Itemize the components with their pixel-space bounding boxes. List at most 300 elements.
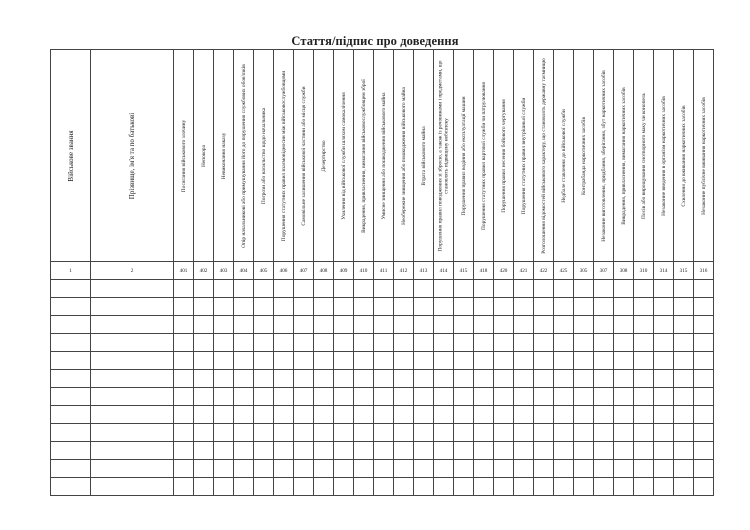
table-cell[interactable] bbox=[694, 442, 714, 460]
table-cell[interactable] bbox=[274, 298, 294, 316]
table-cell[interactable] bbox=[354, 478, 374, 496]
table-cell[interactable] bbox=[174, 460, 194, 478]
table-cell[interactable] bbox=[91, 280, 174, 298]
table-cell[interactable] bbox=[694, 406, 714, 424]
table-cell[interactable] bbox=[694, 298, 714, 316]
table-cell[interactable] bbox=[91, 442, 174, 460]
table-cell[interactable] bbox=[494, 442, 514, 460]
table-cell[interactable] bbox=[454, 370, 474, 388]
table-cell[interactable] bbox=[454, 460, 474, 478]
table-cell[interactable] bbox=[674, 316, 694, 334]
table-cell[interactable] bbox=[214, 442, 234, 460]
table-cell[interactable] bbox=[294, 478, 314, 496]
table-cell[interactable] bbox=[514, 478, 534, 496]
table-cell[interactable] bbox=[91, 352, 174, 370]
table-cell[interactable] bbox=[454, 442, 474, 460]
table-cell[interactable] bbox=[274, 460, 294, 478]
table-cell[interactable] bbox=[534, 298, 554, 316]
table-cell[interactable] bbox=[454, 298, 474, 316]
table-cell[interactable] bbox=[694, 370, 714, 388]
table-cell[interactable] bbox=[494, 352, 514, 370]
table-cell[interactable] bbox=[354, 442, 374, 460]
table-cell[interactable] bbox=[574, 316, 594, 334]
table-cell[interactable] bbox=[594, 406, 614, 424]
table-cell[interactable] bbox=[194, 352, 214, 370]
table-cell[interactable] bbox=[254, 442, 274, 460]
table-cell[interactable] bbox=[254, 334, 274, 352]
table-cell[interactable] bbox=[474, 370, 494, 388]
table-cell[interactable] bbox=[434, 352, 454, 370]
table-cell[interactable] bbox=[194, 280, 214, 298]
table-cell[interactable] bbox=[454, 478, 474, 496]
table-cell[interactable] bbox=[474, 406, 494, 424]
table-cell[interactable] bbox=[214, 280, 234, 298]
table-cell[interactable] bbox=[674, 478, 694, 496]
table-cell[interactable] bbox=[674, 334, 694, 352]
table-cell[interactable] bbox=[254, 298, 274, 316]
table-cell[interactable] bbox=[594, 442, 614, 460]
table-cell[interactable] bbox=[674, 280, 694, 298]
table-cell[interactable] bbox=[274, 352, 294, 370]
table-cell[interactable] bbox=[51, 334, 91, 352]
table-cell[interactable] bbox=[314, 478, 334, 496]
table-cell[interactable] bbox=[554, 406, 574, 424]
table-cell[interactable] bbox=[574, 298, 594, 316]
table-cell[interactable] bbox=[334, 316, 354, 334]
table-cell[interactable] bbox=[614, 442, 634, 460]
table-cell[interactable] bbox=[514, 460, 534, 478]
table-cell[interactable] bbox=[654, 442, 674, 460]
table-cell[interactable] bbox=[534, 370, 554, 388]
table-cell[interactable] bbox=[394, 442, 414, 460]
table-cell[interactable] bbox=[594, 478, 614, 496]
table-cell[interactable] bbox=[214, 316, 234, 334]
table-cell[interactable] bbox=[274, 478, 294, 496]
table-cell[interactable] bbox=[554, 280, 574, 298]
table-cell[interactable] bbox=[494, 460, 514, 478]
table-cell[interactable] bbox=[634, 460, 654, 478]
table-cell[interactable] bbox=[594, 334, 614, 352]
table-cell[interactable] bbox=[554, 370, 574, 388]
table-cell[interactable] bbox=[334, 442, 354, 460]
table-cell[interactable] bbox=[374, 298, 394, 316]
table-cell[interactable] bbox=[574, 460, 594, 478]
table-cell[interactable] bbox=[614, 334, 634, 352]
table-cell[interactable] bbox=[514, 424, 534, 442]
table-cell[interactable] bbox=[614, 316, 634, 334]
table-cell[interactable] bbox=[574, 352, 594, 370]
table-cell[interactable] bbox=[494, 406, 514, 424]
table-cell[interactable] bbox=[594, 316, 614, 334]
table-cell[interactable] bbox=[414, 388, 434, 406]
table-cell[interactable] bbox=[51, 280, 91, 298]
table-cell[interactable] bbox=[254, 406, 274, 424]
table-cell[interactable] bbox=[234, 388, 254, 406]
table-cell[interactable] bbox=[554, 334, 574, 352]
table-cell[interactable] bbox=[634, 280, 654, 298]
table-cell[interactable] bbox=[374, 460, 394, 478]
table-cell[interactable] bbox=[554, 442, 574, 460]
table-cell[interactable] bbox=[274, 388, 294, 406]
table-cell[interactable] bbox=[294, 388, 314, 406]
table-cell[interactable] bbox=[354, 406, 374, 424]
table-cell[interactable] bbox=[674, 424, 694, 442]
table-cell[interactable] bbox=[234, 280, 254, 298]
table-cell[interactable] bbox=[394, 406, 414, 424]
table-cell[interactable] bbox=[394, 298, 414, 316]
table-cell[interactable] bbox=[214, 370, 234, 388]
table-cell[interactable] bbox=[474, 298, 494, 316]
table-cell[interactable] bbox=[694, 388, 714, 406]
table-cell[interactable] bbox=[634, 406, 654, 424]
table-cell[interactable] bbox=[414, 478, 434, 496]
table-cell[interactable] bbox=[694, 316, 714, 334]
table-cell[interactable] bbox=[654, 352, 674, 370]
table-cell[interactable] bbox=[434, 316, 454, 334]
table-cell[interactable] bbox=[51, 316, 91, 334]
table-cell[interactable] bbox=[294, 298, 314, 316]
table-cell[interactable] bbox=[194, 388, 214, 406]
table-cell[interactable] bbox=[674, 388, 694, 406]
table-cell[interactable] bbox=[294, 334, 314, 352]
table-cell[interactable] bbox=[554, 298, 574, 316]
table-cell[interactable] bbox=[374, 478, 394, 496]
table-cell[interactable] bbox=[334, 388, 354, 406]
table-cell[interactable] bbox=[574, 334, 594, 352]
table-cell[interactable] bbox=[494, 370, 514, 388]
table-cell[interactable] bbox=[634, 424, 654, 442]
table-cell[interactable] bbox=[434, 334, 454, 352]
table-cell[interactable] bbox=[534, 478, 554, 496]
table-cell[interactable] bbox=[194, 460, 214, 478]
table-cell[interactable] bbox=[654, 298, 674, 316]
table-cell[interactable] bbox=[454, 352, 474, 370]
table-cell[interactable] bbox=[654, 388, 674, 406]
table-cell[interactable] bbox=[534, 460, 554, 478]
table-cell[interactable] bbox=[434, 460, 454, 478]
table-cell[interactable] bbox=[414, 298, 434, 316]
table-cell[interactable] bbox=[254, 370, 274, 388]
table-cell[interactable] bbox=[394, 370, 414, 388]
table-cell[interactable] bbox=[314, 388, 334, 406]
table-cell[interactable] bbox=[91, 370, 174, 388]
table-cell[interactable] bbox=[434, 280, 454, 298]
table-cell[interactable] bbox=[314, 352, 334, 370]
table-cell[interactable] bbox=[354, 424, 374, 442]
table-cell[interactable] bbox=[294, 280, 314, 298]
table-cell[interactable] bbox=[274, 280, 294, 298]
table-cell[interactable] bbox=[214, 388, 234, 406]
table-cell[interactable] bbox=[474, 424, 494, 442]
table-cell[interactable] bbox=[51, 298, 91, 316]
table-cell[interactable] bbox=[534, 388, 554, 406]
table-cell[interactable] bbox=[194, 316, 214, 334]
table-cell[interactable] bbox=[314, 442, 334, 460]
table-cell[interactable] bbox=[194, 334, 214, 352]
table-cell[interactable] bbox=[91, 460, 174, 478]
table-cell[interactable] bbox=[374, 316, 394, 334]
table-cell[interactable] bbox=[334, 406, 354, 424]
table-cell[interactable] bbox=[394, 280, 414, 298]
table-cell[interactable] bbox=[234, 370, 254, 388]
table-cell[interactable] bbox=[514, 370, 534, 388]
table-cell[interactable] bbox=[174, 406, 194, 424]
table-cell[interactable] bbox=[294, 442, 314, 460]
table-cell[interactable] bbox=[454, 406, 474, 424]
table-cell[interactable] bbox=[274, 334, 294, 352]
table-cell[interactable] bbox=[214, 334, 234, 352]
table-cell[interactable] bbox=[314, 406, 334, 424]
table-cell[interactable] bbox=[274, 316, 294, 334]
table-cell[interactable] bbox=[51, 370, 91, 388]
table-cell[interactable] bbox=[434, 298, 454, 316]
table-cell[interactable] bbox=[514, 442, 534, 460]
table-cell[interactable] bbox=[314, 370, 334, 388]
table-cell[interactable] bbox=[91, 424, 174, 442]
table-cell[interactable] bbox=[334, 460, 354, 478]
table-cell[interactable] bbox=[574, 478, 594, 496]
table-cell[interactable] bbox=[654, 370, 674, 388]
table-cell[interactable] bbox=[434, 406, 454, 424]
table-cell[interactable] bbox=[394, 478, 414, 496]
table-cell[interactable] bbox=[574, 388, 594, 406]
table-cell[interactable] bbox=[374, 442, 394, 460]
table-cell[interactable] bbox=[374, 424, 394, 442]
table-cell[interactable] bbox=[334, 424, 354, 442]
table-cell[interactable] bbox=[314, 316, 334, 334]
table-cell[interactable] bbox=[414, 370, 434, 388]
table-cell[interactable] bbox=[554, 352, 574, 370]
table-cell[interactable] bbox=[434, 424, 454, 442]
table-cell[interactable] bbox=[554, 424, 574, 442]
table-cell[interactable] bbox=[614, 370, 634, 388]
table-cell[interactable] bbox=[494, 388, 514, 406]
table-cell[interactable] bbox=[254, 424, 274, 442]
table-cell[interactable] bbox=[174, 424, 194, 442]
table-cell[interactable] bbox=[314, 424, 334, 442]
table-cell[interactable] bbox=[294, 352, 314, 370]
table-cell[interactable] bbox=[394, 334, 414, 352]
table-cell[interactable] bbox=[494, 280, 514, 298]
table-cell[interactable] bbox=[434, 478, 454, 496]
table-cell[interactable] bbox=[434, 388, 454, 406]
table-cell[interactable] bbox=[354, 352, 374, 370]
table-cell[interactable] bbox=[174, 370, 194, 388]
table-cell[interactable] bbox=[174, 478, 194, 496]
table-cell[interactable] bbox=[654, 316, 674, 334]
table-cell[interactable] bbox=[214, 298, 234, 316]
table-cell[interactable] bbox=[414, 334, 434, 352]
table-cell[interactable] bbox=[374, 370, 394, 388]
table-cell[interactable] bbox=[374, 280, 394, 298]
table-cell[interactable] bbox=[394, 352, 414, 370]
table-cell[interactable] bbox=[634, 370, 654, 388]
table-cell[interactable] bbox=[694, 352, 714, 370]
table-cell[interactable] bbox=[574, 370, 594, 388]
table-cell[interactable] bbox=[554, 460, 574, 478]
table-cell[interactable] bbox=[634, 352, 654, 370]
table-cell[interactable] bbox=[514, 352, 534, 370]
table-cell[interactable] bbox=[254, 280, 274, 298]
table-cell[interactable] bbox=[674, 352, 694, 370]
table-cell[interactable] bbox=[294, 316, 314, 334]
table-cell[interactable] bbox=[574, 280, 594, 298]
table-cell[interactable] bbox=[194, 370, 214, 388]
table-cell[interactable] bbox=[174, 280, 194, 298]
table-cell[interactable] bbox=[374, 352, 394, 370]
table-cell[interactable] bbox=[634, 316, 654, 334]
table-cell[interactable] bbox=[354, 370, 374, 388]
table-cell[interactable] bbox=[414, 424, 434, 442]
table-cell[interactable] bbox=[394, 316, 414, 334]
table-cell[interactable] bbox=[694, 478, 714, 496]
table-cell[interactable] bbox=[214, 478, 234, 496]
table-cell[interactable] bbox=[514, 388, 534, 406]
table-cell[interactable] bbox=[654, 406, 674, 424]
table-cell[interactable] bbox=[554, 316, 574, 334]
table-cell[interactable] bbox=[234, 352, 254, 370]
table-cell[interactable] bbox=[494, 316, 514, 334]
table-cell[interactable] bbox=[494, 478, 514, 496]
table-cell[interactable] bbox=[634, 334, 654, 352]
table-cell[interactable] bbox=[274, 424, 294, 442]
table-cell[interactable] bbox=[474, 442, 494, 460]
table-cell[interactable] bbox=[514, 334, 534, 352]
table-cell[interactable] bbox=[334, 478, 354, 496]
table-cell[interactable] bbox=[534, 424, 554, 442]
table-cell[interactable] bbox=[314, 460, 334, 478]
table-cell[interactable] bbox=[91, 478, 174, 496]
table-cell[interactable] bbox=[294, 370, 314, 388]
table-cell[interactable] bbox=[474, 388, 494, 406]
table-cell[interactable] bbox=[694, 334, 714, 352]
table-cell[interactable] bbox=[574, 424, 594, 442]
table-cell[interactable] bbox=[354, 460, 374, 478]
table-cell[interactable] bbox=[51, 478, 91, 496]
table-cell[interactable] bbox=[91, 298, 174, 316]
table-cell[interactable] bbox=[474, 316, 494, 334]
table-cell[interactable] bbox=[634, 478, 654, 496]
table-cell[interactable] bbox=[254, 316, 274, 334]
table-cell[interactable] bbox=[594, 370, 614, 388]
table-cell[interactable] bbox=[614, 352, 634, 370]
table-cell[interactable] bbox=[674, 298, 694, 316]
table-cell[interactable] bbox=[414, 352, 434, 370]
table-cell[interactable] bbox=[534, 442, 554, 460]
table-cell[interactable] bbox=[174, 352, 194, 370]
table-cell[interactable] bbox=[254, 388, 274, 406]
table-cell[interactable] bbox=[494, 424, 514, 442]
table-cell[interactable] bbox=[414, 460, 434, 478]
table-cell[interactable] bbox=[91, 406, 174, 424]
table-cell[interactable] bbox=[234, 406, 254, 424]
table-cell[interactable] bbox=[51, 406, 91, 424]
table-cell[interactable] bbox=[234, 298, 254, 316]
table-cell[interactable] bbox=[634, 298, 654, 316]
table-cell[interactable] bbox=[534, 280, 554, 298]
table-cell[interactable] bbox=[574, 442, 594, 460]
table-cell[interactable] bbox=[254, 478, 274, 496]
table-cell[interactable] bbox=[514, 298, 534, 316]
table-cell[interactable] bbox=[654, 460, 674, 478]
table-cell[interactable] bbox=[614, 388, 634, 406]
table-cell[interactable] bbox=[374, 388, 394, 406]
table-cell[interactable] bbox=[514, 316, 534, 334]
table-cell[interactable] bbox=[354, 280, 374, 298]
table-cell[interactable] bbox=[614, 424, 634, 442]
table-cell[interactable] bbox=[234, 316, 254, 334]
table-cell[interactable] bbox=[51, 388, 91, 406]
table-cell[interactable] bbox=[474, 352, 494, 370]
table-cell[interactable] bbox=[454, 334, 474, 352]
table-cell[interactable] bbox=[654, 478, 674, 496]
table-cell[interactable] bbox=[674, 442, 694, 460]
table-cell[interactable] bbox=[314, 298, 334, 316]
table-cell[interactable] bbox=[51, 352, 91, 370]
table-cell[interactable] bbox=[234, 460, 254, 478]
table-cell[interactable] bbox=[51, 460, 91, 478]
table-cell[interactable] bbox=[91, 388, 174, 406]
table-cell[interactable] bbox=[334, 298, 354, 316]
table-cell[interactable] bbox=[554, 478, 574, 496]
table-cell[interactable] bbox=[274, 406, 294, 424]
table-cell[interactable] bbox=[394, 460, 414, 478]
table-cell[interactable] bbox=[474, 460, 494, 478]
table-cell[interactable] bbox=[354, 298, 374, 316]
table-cell[interactable] bbox=[254, 460, 274, 478]
table-cell[interactable] bbox=[454, 280, 474, 298]
table-cell[interactable] bbox=[91, 316, 174, 334]
table-cell[interactable] bbox=[694, 460, 714, 478]
table-cell[interactable] bbox=[194, 298, 214, 316]
table-cell[interactable] bbox=[194, 424, 214, 442]
table-cell[interactable] bbox=[514, 406, 534, 424]
table-cell[interactable] bbox=[234, 334, 254, 352]
table-cell[interactable] bbox=[694, 280, 714, 298]
table-cell[interactable] bbox=[414, 280, 434, 298]
table-cell[interactable] bbox=[454, 424, 474, 442]
table-cell[interactable] bbox=[634, 388, 654, 406]
table-cell[interactable] bbox=[454, 316, 474, 334]
table-cell[interactable] bbox=[654, 424, 674, 442]
table-cell[interactable] bbox=[334, 334, 354, 352]
table-cell[interactable] bbox=[274, 442, 294, 460]
table-cell[interactable] bbox=[334, 370, 354, 388]
table-cell[interactable] bbox=[634, 442, 654, 460]
table-cell[interactable] bbox=[334, 280, 354, 298]
table-cell[interactable] bbox=[354, 316, 374, 334]
table-cell[interactable] bbox=[654, 280, 674, 298]
table-cell[interactable] bbox=[514, 280, 534, 298]
table-cell[interactable] bbox=[214, 352, 234, 370]
table-cell[interactable] bbox=[274, 370, 294, 388]
table-cell[interactable] bbox=[474, 478, 494, 496]
table-cell[interactable] bbox=[174, 388, 194, 406]
table-cell[interactable] bbox=[594, 298, 614, 316]
table-cell[interactable] bbox=[414, 442, 434, 460]
table-cell[interactable] bbox=[614, 460, 634, 478]
table-cell[interactable] bbox=[654, 334, 674, 352]
table-cell[interactable] bbox=[534, 316, 554, 334]
table-cell[interactable] bbox=[214, 406, 234, 424]
table-cell[interactable] bbox=[194, 478, 214, 496]
table-cell[interactable] bbox=[314, 280, 334, 298]
table-cell[interactable] bbox=[434, 442, 454, 460]
table-cell[interactable] bbox=[214, 424, 234, 442]
table-cell[interactable] bbox=[294, 406, 314, 424]
table-cell[interactable] bbox=[454, 388, 474, 406]
table-cell[interactable] bbox=[354, 334, 374, 352]
